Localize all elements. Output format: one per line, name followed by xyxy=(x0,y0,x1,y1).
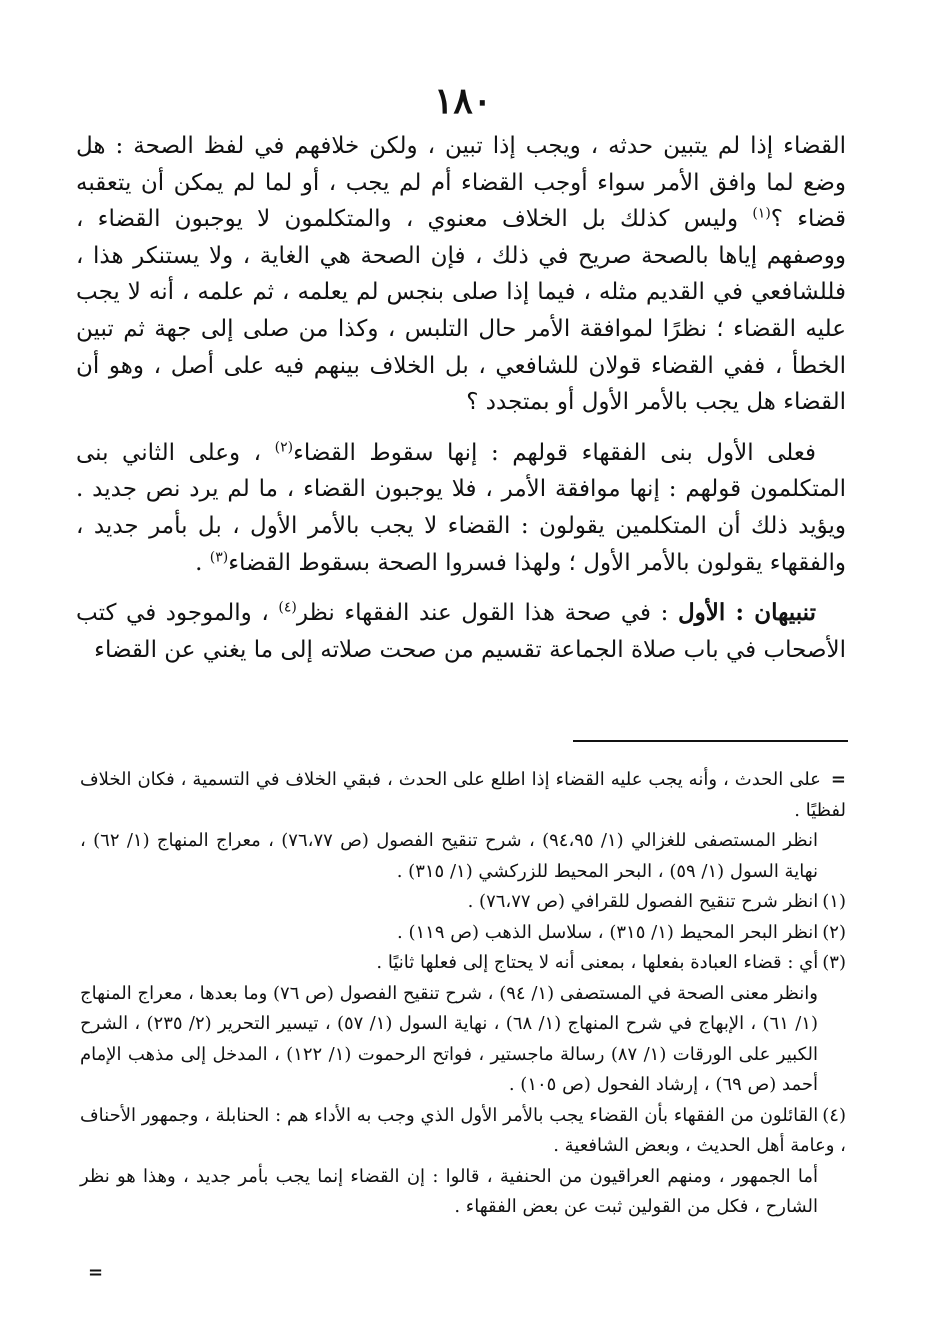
footnote-ref-3[interactable]: (٣) xyxy=(209,548,229,565)
footnote-1-number: (١) xyxy=(822,891,846,912)
footnote-4 xyxy=(80,1101,846,1162)
continuation-end-mark: = xyxy=(88,1262,104,1283)
footnote-4-text: القائلون من الفقهاء بأن القضاء يجب بالأمر الأول الذي وجب به الأداء هم : الحنابلة ، وجمهور الأحناف ، وعامة أهل الحديث ، وبعض الشافعية . xyxy=(80,1104,846,1156)
paragraph-3 xyxy=(76,595,846,668)
footnote-ref-4[interactable]: (٤) xyxy=(278,599,297,616)
footnote-2-number: (٢) xyxy=(822,921,846,943)
footnote-1 xyxy=(80,887,846,918)
footnote-ref-2[interactable]: (٢) xyxy=(274,439,294,456)
paragraph-1 xyxy=(76,128,846,421)
paragraph-1-tail: وليس كذلك بل الخلاف معنوي ، والمتكلمون لا يوجبون القضاء ، ووصفهم إياها بالصحة صريح في ذلك ، فإن الصحة هي الغاية ، ولا يستنكر هذا ، فللشافعي في القديم مثله ، فيما إذا صلى بنجس لم يعلمه ، ثم علمه ، أنه لا يجب عليه القضاء ؛ نظرًا لموافقة الأمر حال التلبس ، وكذا من صلى إلى جهة ثم تبين الخطأ ، ففي القضاء قولان للشافعي ، بل الخلاف بينهم فيه على أصل ، وهو أن القضاء هل يجب بالأمر الأول أو بمتجدد ؟ xyxy=(76,206,847,416)
footnote-2-text: انظر البحر المحيط (١/ ٣١٥) ، سلاسل الذهب (ص ١١٩) . xyxy=(397,921,819,943)
footnote-4-number: (٤) xyxy=(822,1104,846,1126)
footnote-3 xyxy=(80,948,846,979)
main-text xyxy=(76,128,846,668)
footnote-continuation-text: على الحدث ، وأنه يجب عليه القضاء إذا اطلع على الحدث ، فبقي الخلاف في التسمية ، فكان الخلاف لفظيًا . xyxy=(80,769,846,821)
paragraph-2-head: فعلى الأول بنى الفقهاء قولهم : إنها سقوط القضاء xyxy=(293,439,816,466)
page-number: ١٨٠ xyxy=(433,80,492,122)
paragraph-1-text: القضاء إذا لم يتبين حدثه ، ويجب إذا تبين ، ولكن خلافهم في لفظ الصحة : هل وضع لما وافق الأمر سواء أوجب القضاء أم لم يجب ، أو لما لم يمكن أن يتعقبه قضاء ؟ xyxy=(76,133,846,233)
footnote-1-text: انظر شرح تنقيح الفصول للقرافي (ص ٧٦،٧٧) . xyxy=(467,891,819,912)
footnote-continuation xyxy=(80,765,846,826)
notice-heading: تنبيهان : الأول xyxy=(677,599,816,627)
footnote-2 xyxy=(80,918,846,949)
paragraph-3-head: : في صحة هذا القول عند الفقهاء نظر xyxy=(296,600,678,627)
paragraph-2-mid: ، وعلى الثاني بنى المتكلمون قولهم : إنها موافقة الأمر ، فلا يوجبون القضاء ، ما لم يرد نص جديد . ويؤيد ذلك أن المتكلمين يقولون : القضاء لا يجب بالأمر الأول ، بل بأمر جديد ، والفقهاء يقولون بالأمر الأول ؛ ولهذا فسروا الصحة بسقوط القضاء xyxy=(76,439,846,576)
footnote-continuation-refs: انظر المستصفى للغزالي (١/ ٩٤،٩٥) ، شرح تنقيح الفصول (ص ٧٦،٧٧) ، معراج المنهاج (١/ ٦٢) ، نهاية السول (١/ ٥٩) ، البحر المحيط للزركشي (١/ ٣١٥) . xyxy=(80,830,818,882)
paragraph-2 xyxy=(76,435,846,581)
footnotes xyxy=(80,765,846,1223)
paragraph-2-end: . xyxy=(195,549,210,576)
paragraph-3-tail: ، والموجود في كتب الأصحاب في باب صلاة الجماعة تقسيم من صحت صلاته إلى ما يغني عن القضاء xyxy=(76,600,846,663)
footnote-ref-1[interactable]: (١) xyxy=(752,205,771,222)
footnote-4-more: أما الجمهور ، ومنهم العراقيون من الحنفية ، قالوا : إن القضاء إنما يجب بأمر جديد ، وهذا هو نظر الشارح ، فكل من القولين ثبت عن بعض الفقهاء . xyxy=(80,1165,818,1217)
continuation-mark: = xyxy=(830,769,846,790)
footnote-3-more: وانظر معنى الصحة في المستصفى (١/ ٩٤) ، شرح تنقيح الفصول (ص ٧٦) وما بعدها ، معراج المنهاج (١/ ٦١) ، الإبهاج في شرح المنهاج (١/ ٦٨) ، نهاية السول (١/ ٥٧) ، تيسير التحرير (٢/ ٢٣٥) ، الشرح الكبير على الورقات (١/ ٨٧) رسالة ماجستير ، فواتح الرحموت (١/ ١٢٢) ، المدخل إلى مذهب الإمام أحمد (ص ٦٩) ، إرشاد الفحول (ص ١٠٥) . xyxy=(80,982,818,1095)
footnote-3-number: (٣) xyxy=(822,952,846,973)
footnote-3-text: أي : قضاء العبادة بفعلها ، بمعنى أنه لا يحتاج إلى فعلها ثانيًا . xyxy=(376,952,819,973)
footnote-separator xyxy=(573,740,848,742)
